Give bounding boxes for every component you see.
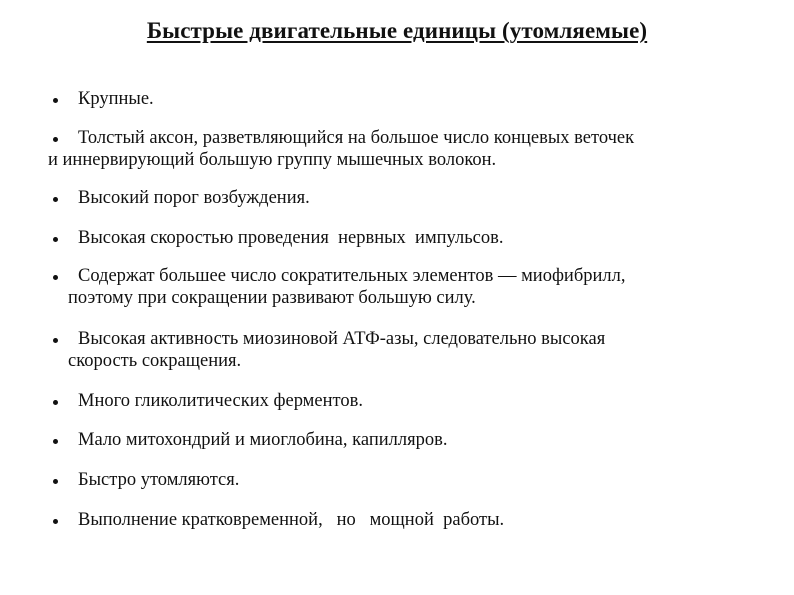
bullet-icon — [53, 137, 58, 142]
list-item-text: Много гликолитических ферментов. — [78, 391, 363, 411]
slide-title: Быстрые двигательные единицы (утомляемые) — [146, 18, 648, 43]
bullet-icon — [53, 519, 58, 524]
list-item-text-continued: скорость сокращения. — [68, 351, 242, 371]
list-item-text: Быстро утомляются. — [78, 470, 240, 490]
list-item — [48, 88, 778, 110]
list-item-text: Высокая скоростью проведения нервных импульсов. — [78, 228, 504, 248]
list-item-text: Высокий порог возбуждения. — [78, 188, 310, 208]
bullet-icon — [53, 237, 58, 242]
list-item-text: Высокая активность миозиновой АТФ-азы, следовательно высокая — [78, 329, 606, 349]
bullet-icon — [53, 197, 58, 202]
bullet-icon — [53, 479, 58, 484]
list-item-text: Выполнение кратковременной, но мощной работы. — [78, 510, 505, 530]
list-item — [48, 187, 778, 209]
bullet-icon — [53, 400, 58, 405]
list-item-text: Мало митохондрий и миоглобина, капилляров. — [78, 430, 448, 450]
list-item-text-continued: поэтому при сокращении развивают большую силу. — [68, 288, 476, 308]
list-item — [48, 227, 778, 249]
list-item-text: Крупные. — [78, 89, 154, 109]
list-item-text: Содержат большее число сократительных элементов — миофибрилл, — [78, 266, 626, 286]
bullet-list — [48, 88, 778, 531]
bullet-icon — [53, 439, 58, 444]
list-item — [48, 509, 778, 531]
list-item — [48, 469, 778, 491]
list-item-text: Толстый аксон, разветвляющийся на большое число концевых веточек — [78, 128, 635, 148]
list-item — [48, 265, 778, 309]
list-item — [48, 328, 778, 372]
list-item — [48, 127, 778, 171]
bullet-icon — [53, 338, 58, 343]
list-item-text-continued: и иннервирующий большую группу мышечных волокон. — [48, 150, 497, 170]
bullet-icon — [53, 98, 58, 103]
bullet-icon — [53, 275, 58, 280]
list-item — [48, 429, 778, 451]
list-item — [48, 390, 778, 412]
